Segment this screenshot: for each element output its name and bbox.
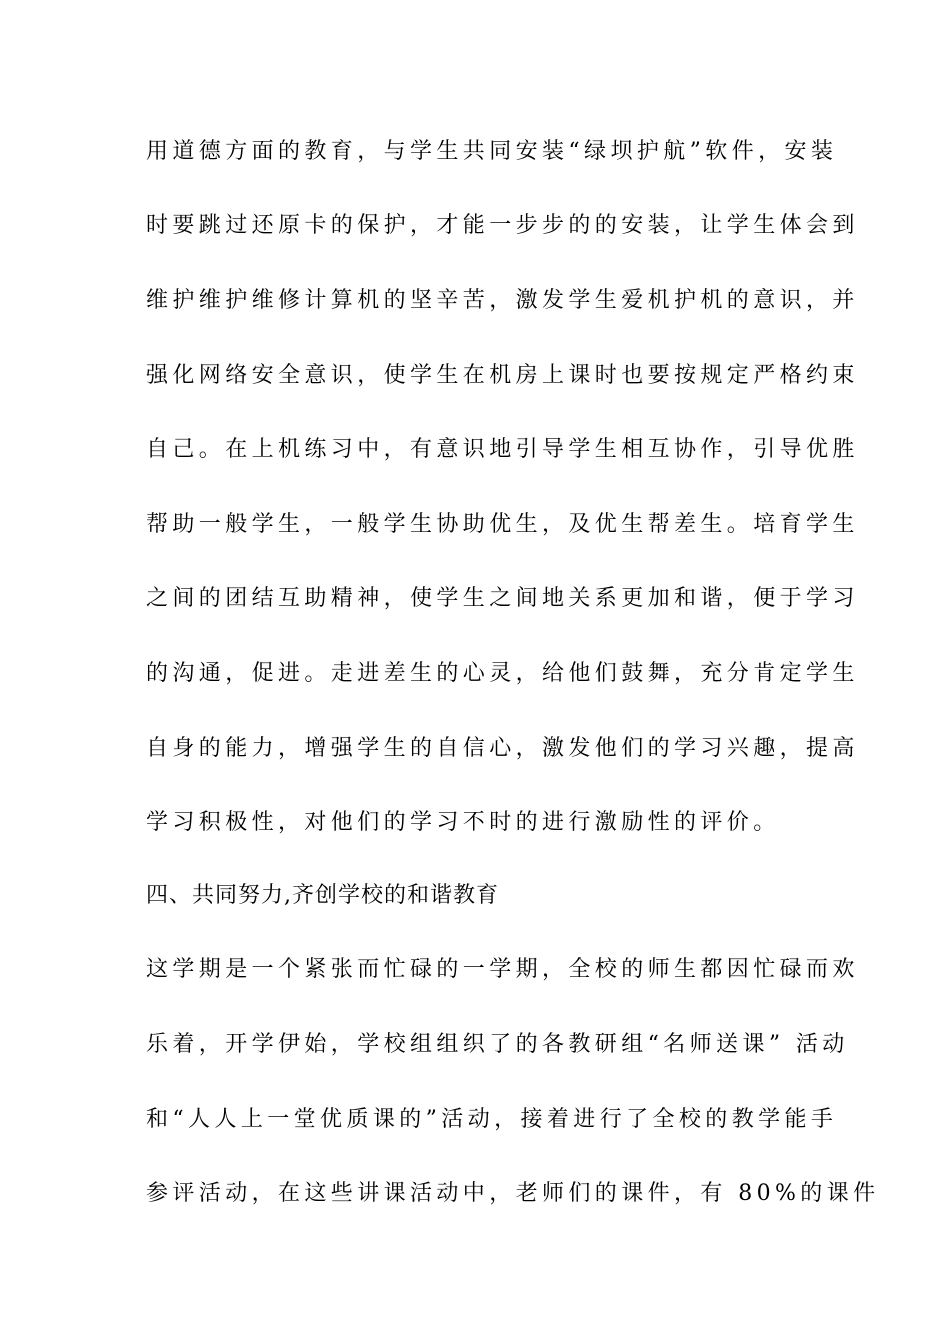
paragraph-line: 和“人人上一堂优质课的”活动，接着进行了全校的教学能手 xyxy=(146,1107,838,1132)
paragraph-line: 这学期是一个紧张而忙碌的一学期，全校的师生都因忙碌而欢 xyxy=(146,957,859,982)
paragraph-line: 帮助一般学生，一般学生协助优生，及优生帮差生。培育学生 xyxy=(146,512,859,537)
paragraph-line: 参评活动，在这些讲课活动中，老师们的课件，有 80%的课件 xyxy=(146,1181,880,1206)
paragraph-line: 用道德方面的教育，与学生共同安装“绿坝护航”软件，安装 xyxy=(146,139,838,164)
section-heading: 四、共同努力,齐创学校的和谐教育 xyxy=(146,883,499,908)
paragraph-line: 强化网络安全意识，使学生在机房上课时也要按规定严格约束 xyxy=(146,363,859,388)
paragraph-line: 时要跳过还原卡的保护，才能一步步的的安装，让学生体会到 xyxy=(146,213,859,238)
paragraph-line: 自己。在上机练习中，有意识地引导学生相互协作，引导优胜 xyxy=(146,437,859,462)
paragraph-line: 维护维护维修计算机的坚辛苦，激发学生爱机护机的意识，并 xyxy=(146,288,859,313)
paragraph-line: 的沟通，促进。走进差生的心灵，给他们鼓舞，充分肯定学生 xyxy=(146,661,859,686)
paragraph-line: 之间的团结互助精神，使学生之间地关系更加和谐，便于学习 xyxy=(146,586,859,611)
paragraph-line: 自身的能力，增强学生的自信心，激发他们的学习兴趣，提高 xyxy=(146,736,859,761)
paragraph-line: 学习积极性，对他们的学习不时的进行激励性的评价。 xyxy=(146,810,780,835)
paragraph-line: 乐着，开学伊始，学校组组织了的各教研组“名师送课” 活动 xyxy=(146,1032,849,1057)
